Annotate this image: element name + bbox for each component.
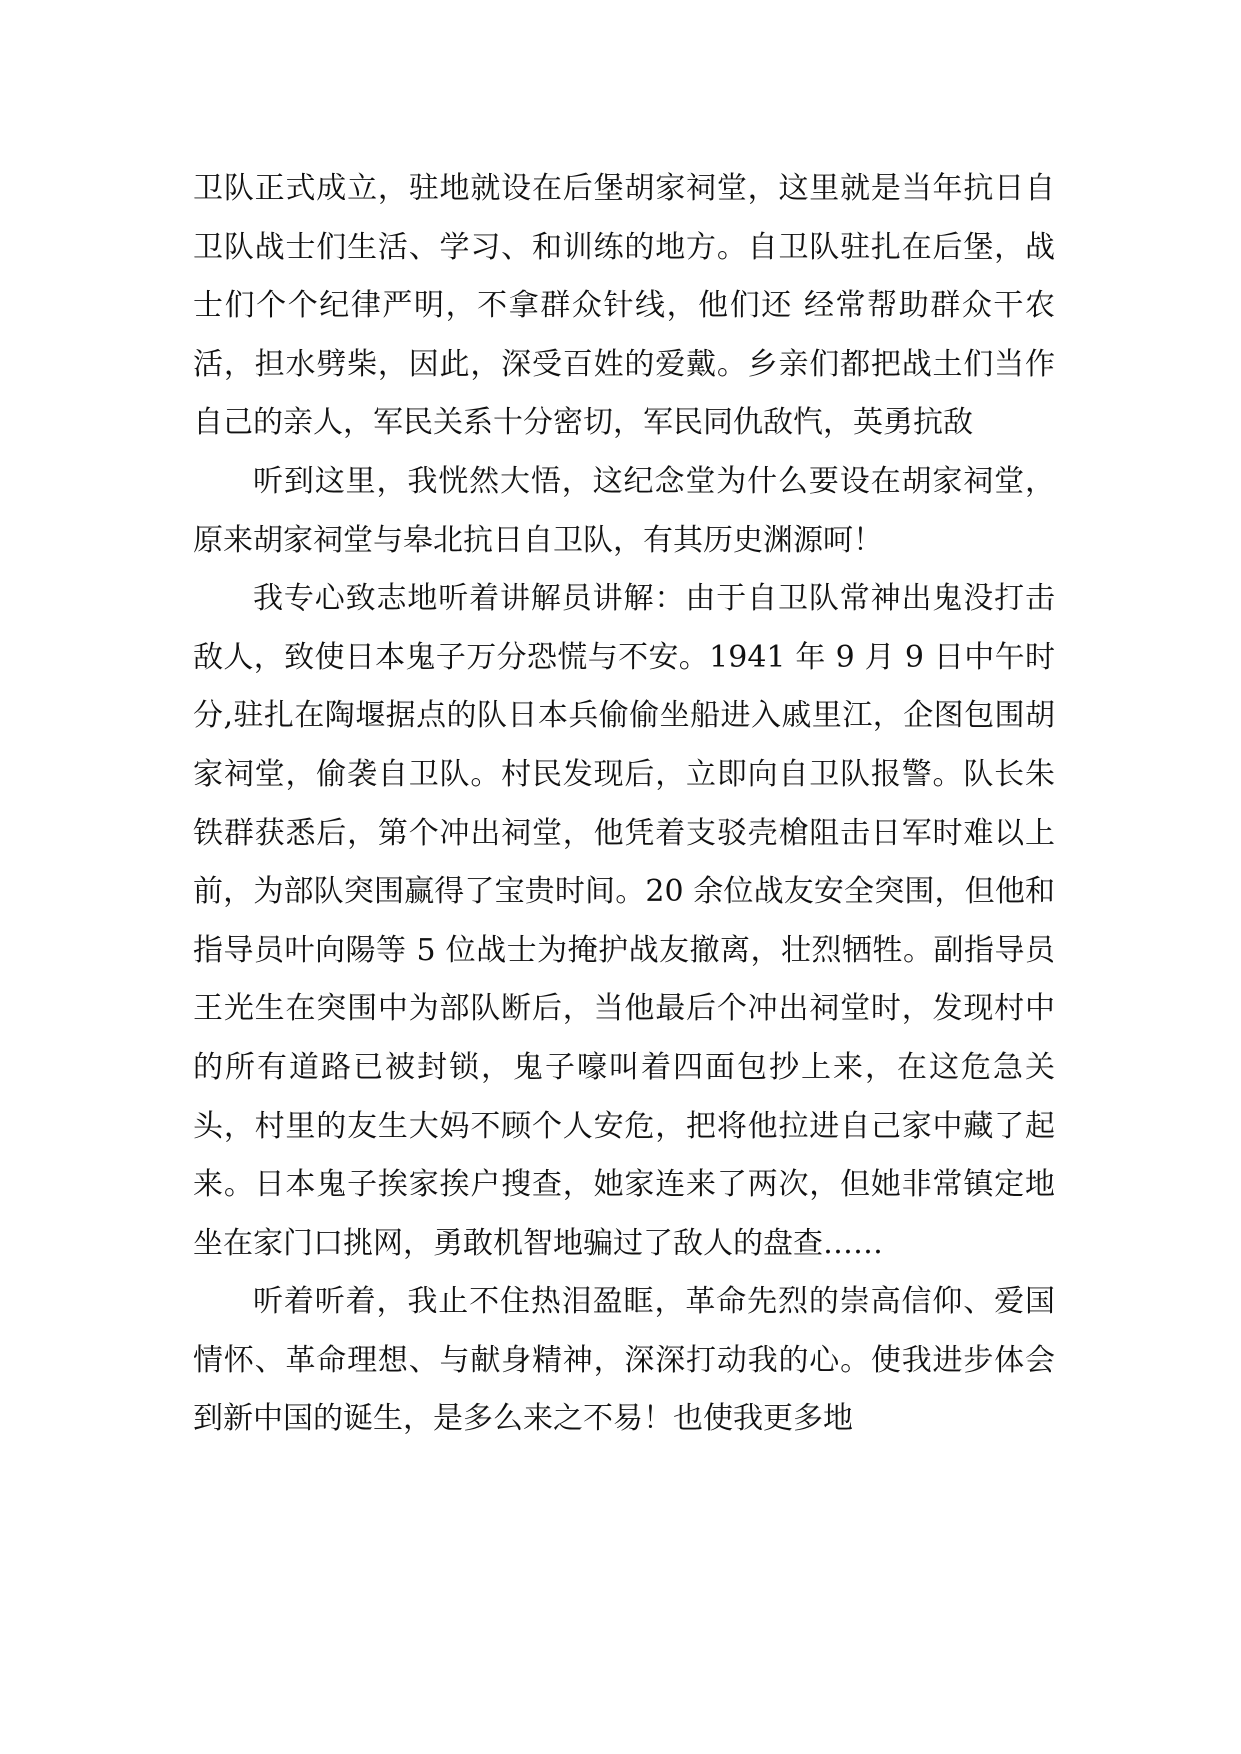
paragraph-1: 卫队正式成立，驻地就设在后堡胡家祠堂，这里就是当年抗日自卫队战士们生活、学习、和训练的地方。自卫队驻扎在后堡，战士们个个纪律严明，不拿群众针线，他们还 经常帮助群众干农活，担水劈柴，因此，深受百姓的爱戴。乡亲们都把战土们当作自己的亲人，军民关系十分密切，军民同仇敌忾，英勇抗敌	[193, 171, 1055, 441]
body-text	[193, 160, 1055, 1449]
paragraph-3: 我专心致志地听着讲解员讲解：由于自卫队常神出鬼没打击敌人，致使日本鬼子万分恐慌与不安。1941 年 9 月 9 日中午时分,驻扎在陶堰据点的队日本兵偷偷坐船进入戚里江，企图包围胡家祠堂，偷袭自卫队。村民发现后，立即向自卫队报警。队长朱铁群获悉后，第个冲出祠堂，他凭着支驳壳槍阻击日军时难以上前，为部队突围赢得了宝贵时间。20 余位战友安全突围，但他和指导员叶向陽等 5 位战士为掩护战友撤离，壮烈牺牲。副指导员王光生在突围中为部队断后，当他最后个冲出祠堂时，发现村中的所有道路已被封锁，鬼子嚎叫着四面包抄上来，在这危急关头，村里的友生大妈不顾个人安危，把将他拉进自己家中藏了起来。日本鬼子挨家挨户搜查，她家连来了两次，但她非常镇定地坐在家门口挑网，勇敢机智地骗过了敌人的盘查……	[193, 581, 1055, 1261]
paragraph-2: 听到这里，我恍然大悟，这纪念堂为什么要设在胡家祠堂，原来胡家祠堂与皋北抗日自卫队，有其历史渊源呵！	[193, 463, 1055, 558]
paragraph-4: 听着听着，我止不住热泪盈眶，革命先烈的崇高信仰、爱国情怀、革命理想、与献身精神，深深打动我的心。使我进步体会到新中国的诞生，是多么来之不易！也使我更多地	[193, 1284, 1055, 1437]
